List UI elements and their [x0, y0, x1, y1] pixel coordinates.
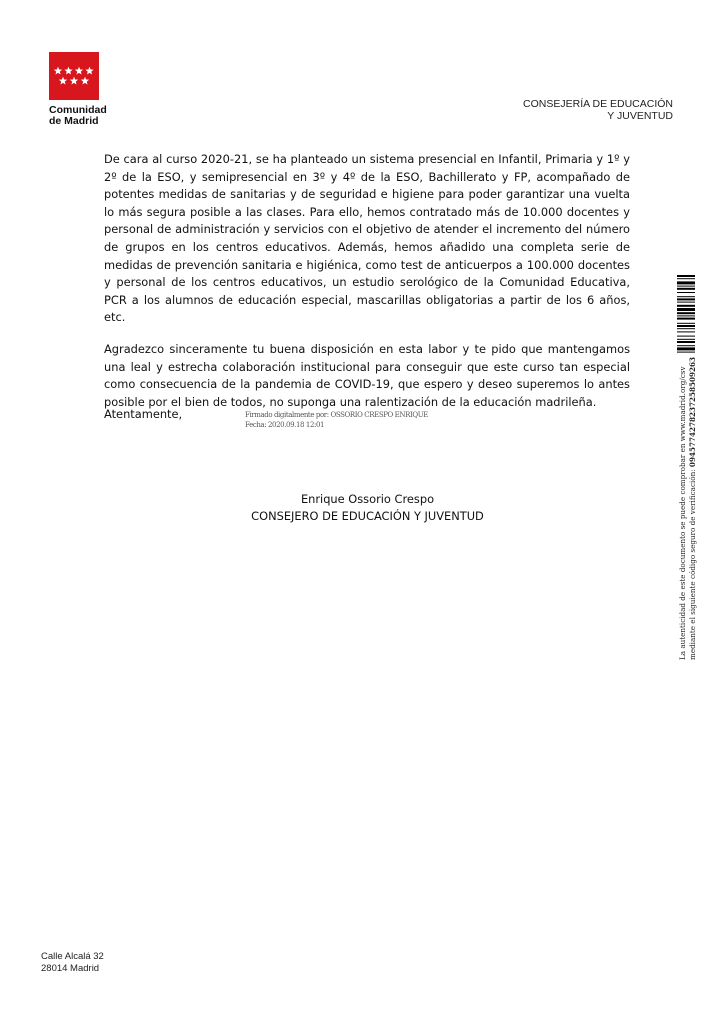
logo-stars-icon [49, 52, 99, 100]
verification-line2 [688, 357, 698, 660]
paragraph-2: Agradezco sinceramente tu buena disposición en esta labor y te pido que mantengamos una leal y estrecha colaboración institucional para conseguir que este curso tan especial como consecuencia de la pandemia de COVID-19, que espero y deseo superemos lo antes posible por el bien de todos, no suponga una ralentización de la educación madrileña. [104, 341, 630, 409]
comunidad-de-madrid-logo [49, 52, 111, 127]
department-line2: Y JUVENTUD [607, 110, 673, 122]
department-line1: CONSEJERÍA DE EDUCACIÓN [523, 98, 673, 110]
verification-text [678, 357, 698, 660]
signer-block [0, 491, 725, 525]
verification-line2-prefix: mediante el siguiente código seguro de verificación: [688, 467, 697, 660]
signature-stamp-line1: Firmado digitalmente por: OSSORIO CRESPO ENRIQUE [245, 411, 428, 419]
closing: Atentamente, [104, 407, 183, 421]
logo-text-line1: Comunidad [49, 104, 107, 116]
department-heading [523, 98, 673, 122]
address-line1: Calle Alcalá 32 [41, 951, 104, 962]
signature-stamp-line2: Fecha: 2020.09.18 12:01 [245, 421, 325, 429]
verification-code: 0945774278237258509263 [688, 357, 697, 468]
letter-body [104, 151, 630, 425]
footer-address [41, 951, 104, 975]
signer-title: CONSEJERO DE EDUCACIÓN Y JUVENTUD [251, 509, 484, 523]
signer-name: Enrique Ossorio Crespo [300, 492, 435, 506]
digital-signature-stamp [245, 410, 428, 430]
paragraph-1: De cara al curso 2020-21, se ha planteado un sistema presencial en Infantil, Primaria y 1º y 2º de la ESO, y semipresencial en 3º y 4º de la ESO, Bachillerato y FP, acompañado de potentes medidas de sanitarias y de seguridad e higiene para poder garantizar una vuelta lo más segura posible a las clases. Para ello, hemos contratado más de 10.000 docentes y personal de administración y servicios con el objetivo de atender el incremento del número de grupos en los centros educativos. Además, hemos añadido una completa serie de medidas de prevención sanitaria e higiénica, como test de anticuerpos a 100.000 docentes y personal de los centros educativos, un estudio serológico de la Comunidad Educativa, PCR a los alumnos de educación especial, mascarillas obligatorias a partir de los 6 años, etc. [104, 152, 630, 325]
verification-line1: La autenticidad de este documento se puede comprobar en www.madrid.org/csv [678, 366, 687, 660]
logo-text [49, 105, 111, 127]
address-line2: 28014 Madrid [41, 963, 100, 974]
logo-text-line2: de Madrid [49, 115, 99, 127]
